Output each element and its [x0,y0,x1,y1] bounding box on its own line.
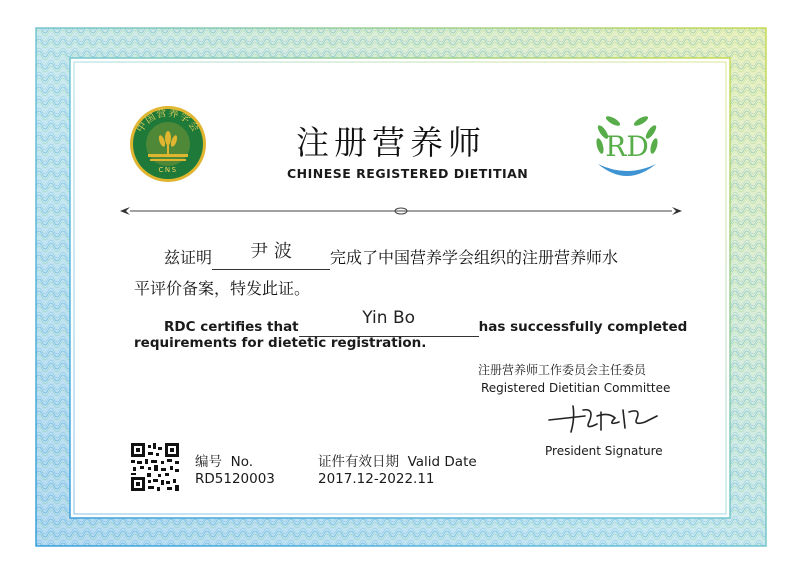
signature-label: President Signature [545,444,663,458]
validity-value: 2017.12-2022.11 [318,471,435,487]
validity-label [318,450,477,470]
committee-en: Registered Dietitian Committee [481,381,671,395]
number-label [195,450,253,470]
number-value: RD5120003 [195,471,275,487]
recipient-name-en: Yin Bo [362,308,416,328]
body-cn-prefix: 兹证明 [164,248,213,267]
rd-logo-text: RD [605,130,649,163]
recipient-name-en-field [299,308,479,337]
committee-cn: 注册营养师工作委员会主任委员 [478,363,647,377]
validity-label-en: Valid Date [407,454,477,470]
cns-arc-text: 中国营养学会 [134,107,202,135]
cns-logo [128,104,208,184]
recipient-name-cn: 尹 波 [250,241,292,262]
number-label-en: No. [230,454,254,470]
body-en-prefix: RDC certifies that [164,319,299,335]
qr-code [131,443,179,491]
president-signature-image [545,398,665,438]
certificate-title: 注册营养师 [296,123,486,162]
validity-label-cn: 证件有效日期 [318,454,399,470]
body-cn-suffix: 完成了中国营养学会组织的注册营养师水 [330,248,619,267]
rd-logo [588,106,666,188]
number-label-cn: 编号 [195,454,222,470]
ornamental-divider [116,204,686,218]
body-en-suffix: has successfully completed [478,319,688,335]
body-cn-line1 [164,243,618,270]
cns-bottom-text: CNS [158,166,178,174]
body-cn-line2: 平评价备案，特发此证。 [134,279,311,298]
body-en-line1 [164,308,688,337]
body-en-line2: requirements for dietetic registration. [134,335,427,351]
recipient-name-cn-field [212,243,330,270]
certificate-subtitle: CHINESE REGISTERED DIETITIAN [287,166,529,181]
